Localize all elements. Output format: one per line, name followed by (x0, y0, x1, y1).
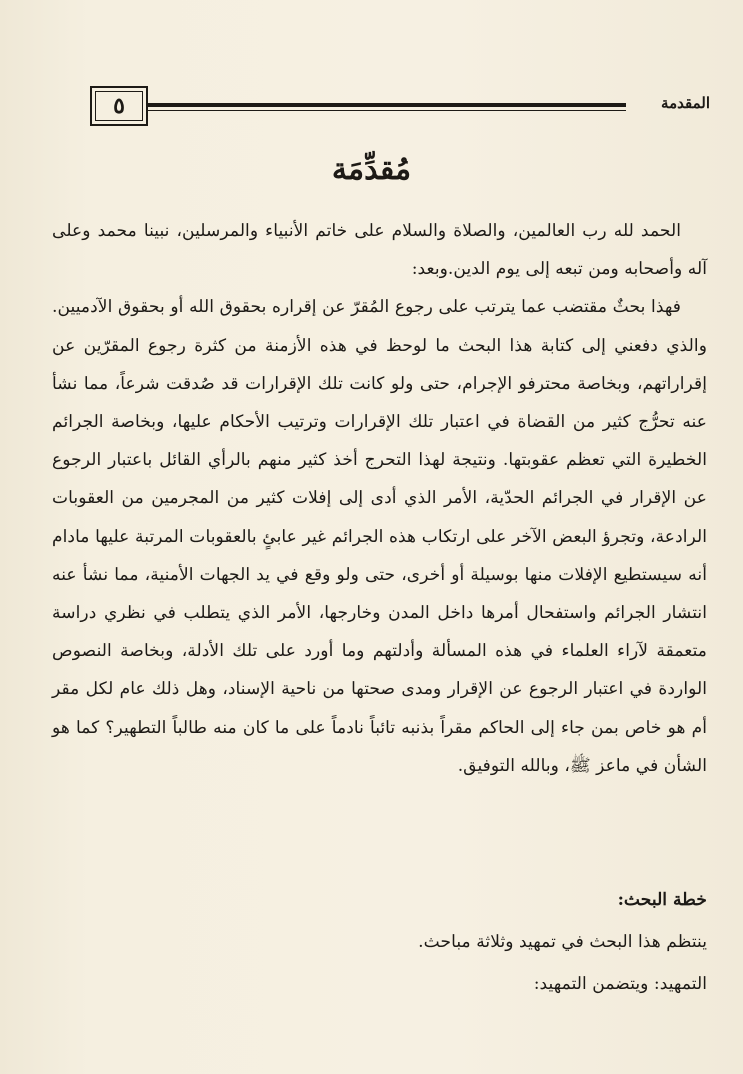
paragraph-1: الحمد لله رب العالمين، والصلاة والسلام على خاتم الأنبياء والمرسلين، نبينا محمد وعلى آله وأصحابه ومن تبعه إلى يوم الدين.وبعد: (52, 221, 707, 280)
body-text (52, 212, 707, 785)
paragraph-2: فهذا بحثٌ مقتضب عما يترتب على رجوع المُقرّ عن إقراره بحقوق الله أو بحقوق الآدميين. والذي دفعني إلى كتابة هذا البحث ما لوحظ في هذه الأزمنة من كثرة رجوع المقرّين عن إقراراتهم، وبخاصة محترفو الإجرام، حتى ولو كانت تلك الإقرارات قد صُدقت شرعاً، مما نشأ عنه تحرُّج كثير من القضاة في اعتبار تلك الإقرارات وترتيب الأحكام عليها، وبخاصة الجرائم الخطيرة التي تعظم عقوبتها. ونتيجة لهذا التحرج أخذ كثير منهم بالرأي القائل باعتبار الرجوع عن الإقرار في الجرائم الحدّية، الأمر الذي أدى إلى إفلات كثير من المجرمين من العقوبات الرادعة، وتجرؤ البعض الآخر على ارتكاب هذه الجرائم غير عابئٍ بالعقوبات المرتبة عليها مادام أنه سيستطيع الإفلات منها بوسيلة أو أخرى، حتى ولو وقع في يد الجهات الأمنية، مما نشأ عنه انتشار الجرائم واستفحال أمرها داخل المدن وخارجها، الأمر الذي يتطلب في نظري دراسة متعمقة لآراء العلماء في هذه المسألة وأدلتهم وما أورد على تلك الأدلة، وبخاصة النصوص الواردة في اعتبار الرجوع عن الإقرار ومدى صحتها من ناحية الإسناد، وهل ذلك عام لكل مقر أم هو خاص بمن جاء إلى الحاكم مقراً بذنبه تائباً نادماً على ما كان منه طالباً التطهير؟ كما هو الشأن في ماعز ﷺ، وبالله التوفيق. (52, 297, 707, 776)
plan-heading: خطة البحث: (617, 890, 707, 910)
intro-text: التمهيد: ويتضمن التمهيد: (533, 974, 707, 994)
running-title: المقدمة (661, 94, 710, 112)
page-number: ٥ (113, 93, 125, 119)
page-number-box (90, 86, 148, 126)
page-header (90, 86, 710, 130)
header-rule-thin (148, 110, 626, 111)
page-title: مُقدِّمَة (331, 152, 412, 187)
plan-text: ينتظم هذا البحث في تمهيد وثلاثة مباحث. (418, 932, 707, 952)
header-rule (148, 103, 626, 107)
